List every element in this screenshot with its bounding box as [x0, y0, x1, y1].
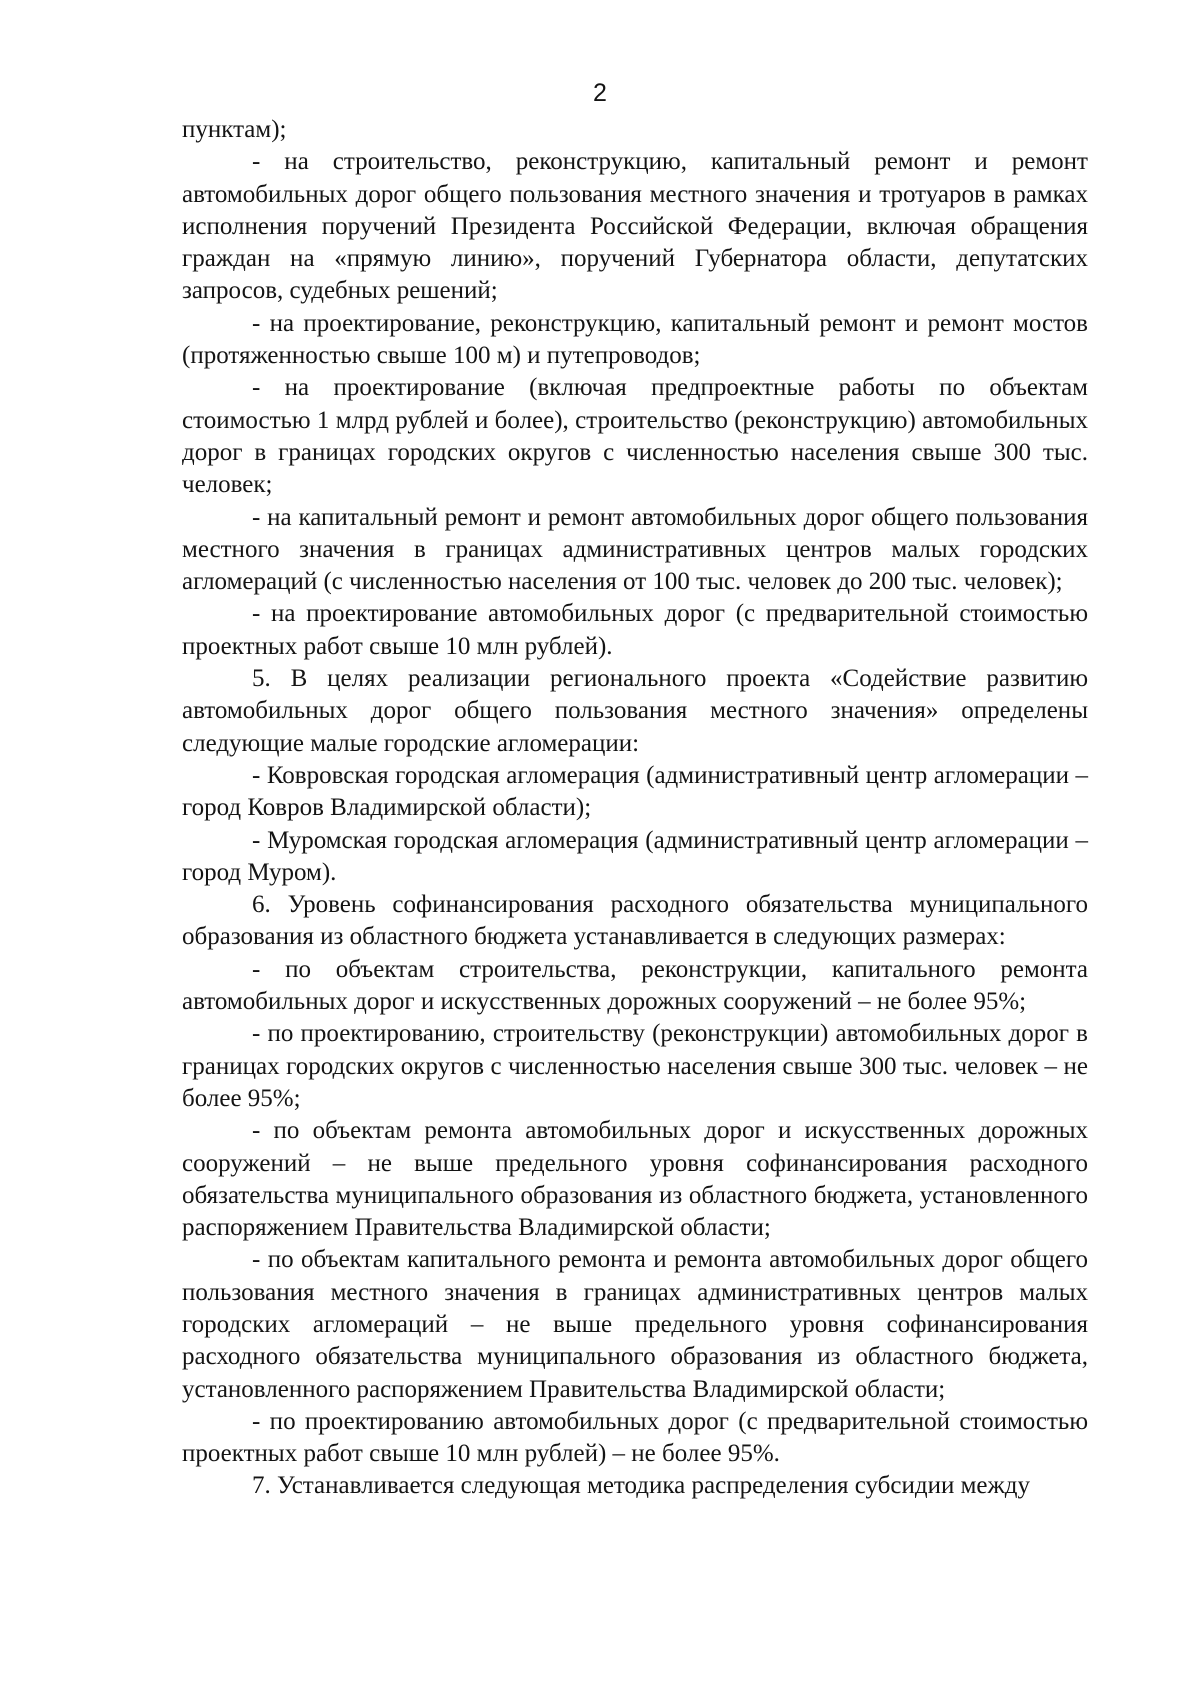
section-7-paragraph: 7. Устанавливается следующая методика распределения субсидии между: [252, 1472, 1031, 1500]
list-item-agglomeration-repair: - на капитальный ремонт и ремонт автомобильных дорог общего пользования местного значения в границах административных центров малых городских агломераций (с численностью населения от 100 тыс. человек до 200 тыс. человек);: [182, 503, 1088, 596]
document-body: [182, 114, 1088, 1503]
list-item-design-rate: - по проектированию, строительству (реконструкции) автомобильных дорог в границах городских округов с численностью населения свыше 300 тыс. человек – не более 95%;: [182, 1020, 1088, 1112]
list-item-kovrov: - Ковровская городская агломерация (административный центр агломерации – город Ковров Владимирской области);: [182, 761, 1088, 822]
section-5-paragraph: 5. В целях реализации регионального проекта «Содействие развитию автомобильных дорог общего пользования местного значения» определены следующие малые городские агломерации:: [182, 665, 1088, 757]
list-item-road-design: - на проектирование автомобильных дорог (с предварительной стоимостью проектных работ свыше 10 млн рублей).: [182, 600, 1088, 660]
page-number: 2: [593, 79, 607, 107]
list-item-repair-rate: - по объектам ремонта автомобильных дорог и искусственных дорожных сооружений – не выше предельного уровня софинансирования расходного обязательства муниципального образования из областного бюджета, установленного распоряжением Правительства Владимирской области;: [182, 1117, 1088, 1242]
paragraph-continuation: пунктам);: [182, 116, 287, 143]
list-item-construction-rate: - по объектам строительства, реконструкции, капитального ремонта автомобильных дорог и искусственных дорожных сооружений – не более 95%;: [182, 955, 1088, 1016]
list-item-agglomeration-rate: - по объектам капитального ремонта и ремонта автомобильных дорог общего пользования местного значения в границах административных центров малых городских агломераций – не выше предельного уровня софинансирования расходного обязательства муниципального образования из областного бюджета, установленного распоряжением Правительства Владимирской области;: [182, 1246, 1088, 1403]
section-6-paragraph: 6. Уровень софинансирования расходного обязательства муниципального образования из областного бюджета устанавливается в следующих размерах:: [182, 891, 1088, 951]
list-item-design-urban-roads: - на проектирование (включая предпроектные работы по объектам стоимостью 1 млрд рублей и более), строительство (реконструкцию) автомобильных дорог в границах городских округов с численностью населения свыше 300 тыс. человек;: [182, 374, 1088, 499]
list-item-murom: - Муромская городская агломерация (административный центр агломерации – город Муром).: [182, 826, 1088, 886]
list-item-road-design-rate: - по проектированию автомобильных дорог (с предварительной стоимостью проектных работ свыше 10 млн рублей) – не более 95%.: [182, 1407, 1088, 1468]
list-item-road-construction: - на строительство, реконструкцию, капитальный ремонт и ремонт автомобильных дорог общего пользования местного значения и тротуаров в рамках исполнения поручений Президента Российской Федерации, включая обращения граждан на «прямую линию», поручений Губернатора области, депутатских запросов, судебных решений;: [182, 148, 1088, 305]
list-item-bridges: - на проектирование, реконструкцию, капитальный ремонт и ремонт мостов (протяженностью свыше 100 м) и путепроводов;: [182, 309, 1088, 370]
